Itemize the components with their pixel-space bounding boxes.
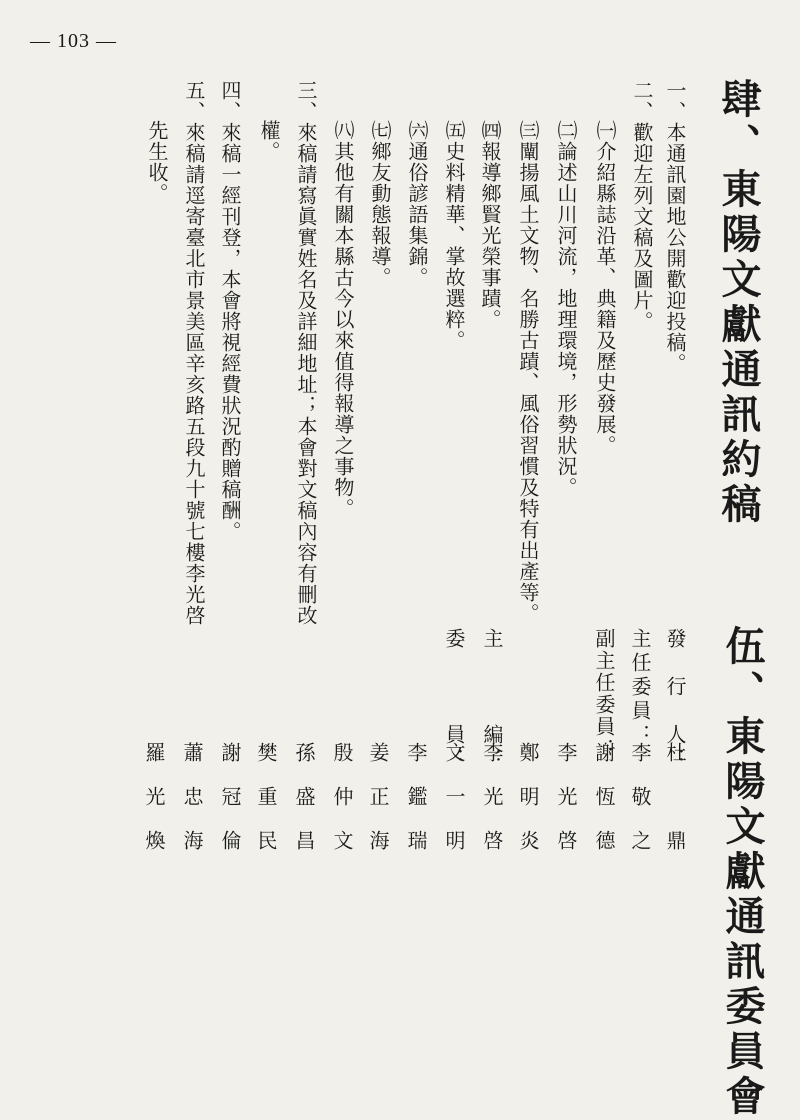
committee-role: 副主任委員：: [592, 628, 616, 760]
section4-line: 五、來稿請逕寄臺北市景美區辛亥路五段九十號七樓李光啓: [182, 80, 206, 626]
committee-name: 姜正海: [366, 742, 390, 874]
committee-role: 發 行 人：: [663, 628, 687, 772]
committee-name: 蕭忠海: [180, 742, 204, 874]
committee-role: 主 編：: [480, 628, 504, 772]
section4-line: ㈢闡揚風土文物、名勝古蹟、風俗習慣及特有出產等。: [516, 120, 540, 624]
committee-role: 主任委員：: [628, 628, 652, 748]
section4-line: 先生收。: [145, 120, 169, 204]
committee-name: 謝冠倫: [218, 742, 242, 874]
committee-name: 樊重民: [254, 742, 278, 874]
section4-line: 三、來稿請寫眞實姓名及詳細地址；本會對文稿內容有刪改: [294, 80, 318, 626]
section4-line: ㈣報導鄉賢光榮事蹟。: [478, 120, 502, 330]
section4-line: ㈠介紹縣誌沿革、典籍及歷史發展。: [593, 120, 617, 456]
section4-title: 肆、東陽文獻通訊約稿: [715, 78, 762, 528]
section4-line: 一、本通訊園地公開歡迎投稿。: [663, 80, 687, 374]
section4-line: ㈡論述山川河流，地理環境，形勢狀況。: [554, 120, 578, 498]
section4-line: 權。: [257, 120, 281, 162]
committee-role: 委 員：: [442, 628, 466, 772]
committee-name: 羅光煥: [142, 742, 166, 874]
section4-line: ㈧其他有關本縣古今以來值得報導之事物。: [331, 120, 355, 519]
section5-title: 伍、東陽文獻通訊委員會: [719, 625, 766, 1120]
committee-name: 殷仲文: [330, 742, 354, 874]
committee-name: 李敬之: [628, 742, 652, 874]
committee-name: 李鑑瑞: [404, 742, 428, 874]
committee-name: 謝恆德: [592, 742, 616, 874]
committee-name: 杜 鼎: [663, 742, 687, 874]
committee-name: 文一明: [442, 742, 466, 874]
page-number: — 103 —: [30, 30, 117, 52]
committee-name: 鄭明炎: [516, 742, 540, 874]
committee-name: 李光啓: [554, 742, 578, 874]
committee-name: 李光啓: [480, 742, 504, 874]
section4-line: ㈥通俗諺語集錦。: [405, 120, 429, 288]
section4-line: 二、歡迎左列文稿及圖片。: [630, 80, 654, 332]
committee-name: 孫盛昌: [292, 742, 316, 874]
section4-line: ㈦鄉友動態報導。: [368, 120, 392, 288]
section4-line: ㈤史料精華、掌故選粹。: [442, 120, 466, 351]
section4-line: 四、來稿一經刊登，本會將視經費狀況酌贈稿酬。: [218, 80, 242, 542]
